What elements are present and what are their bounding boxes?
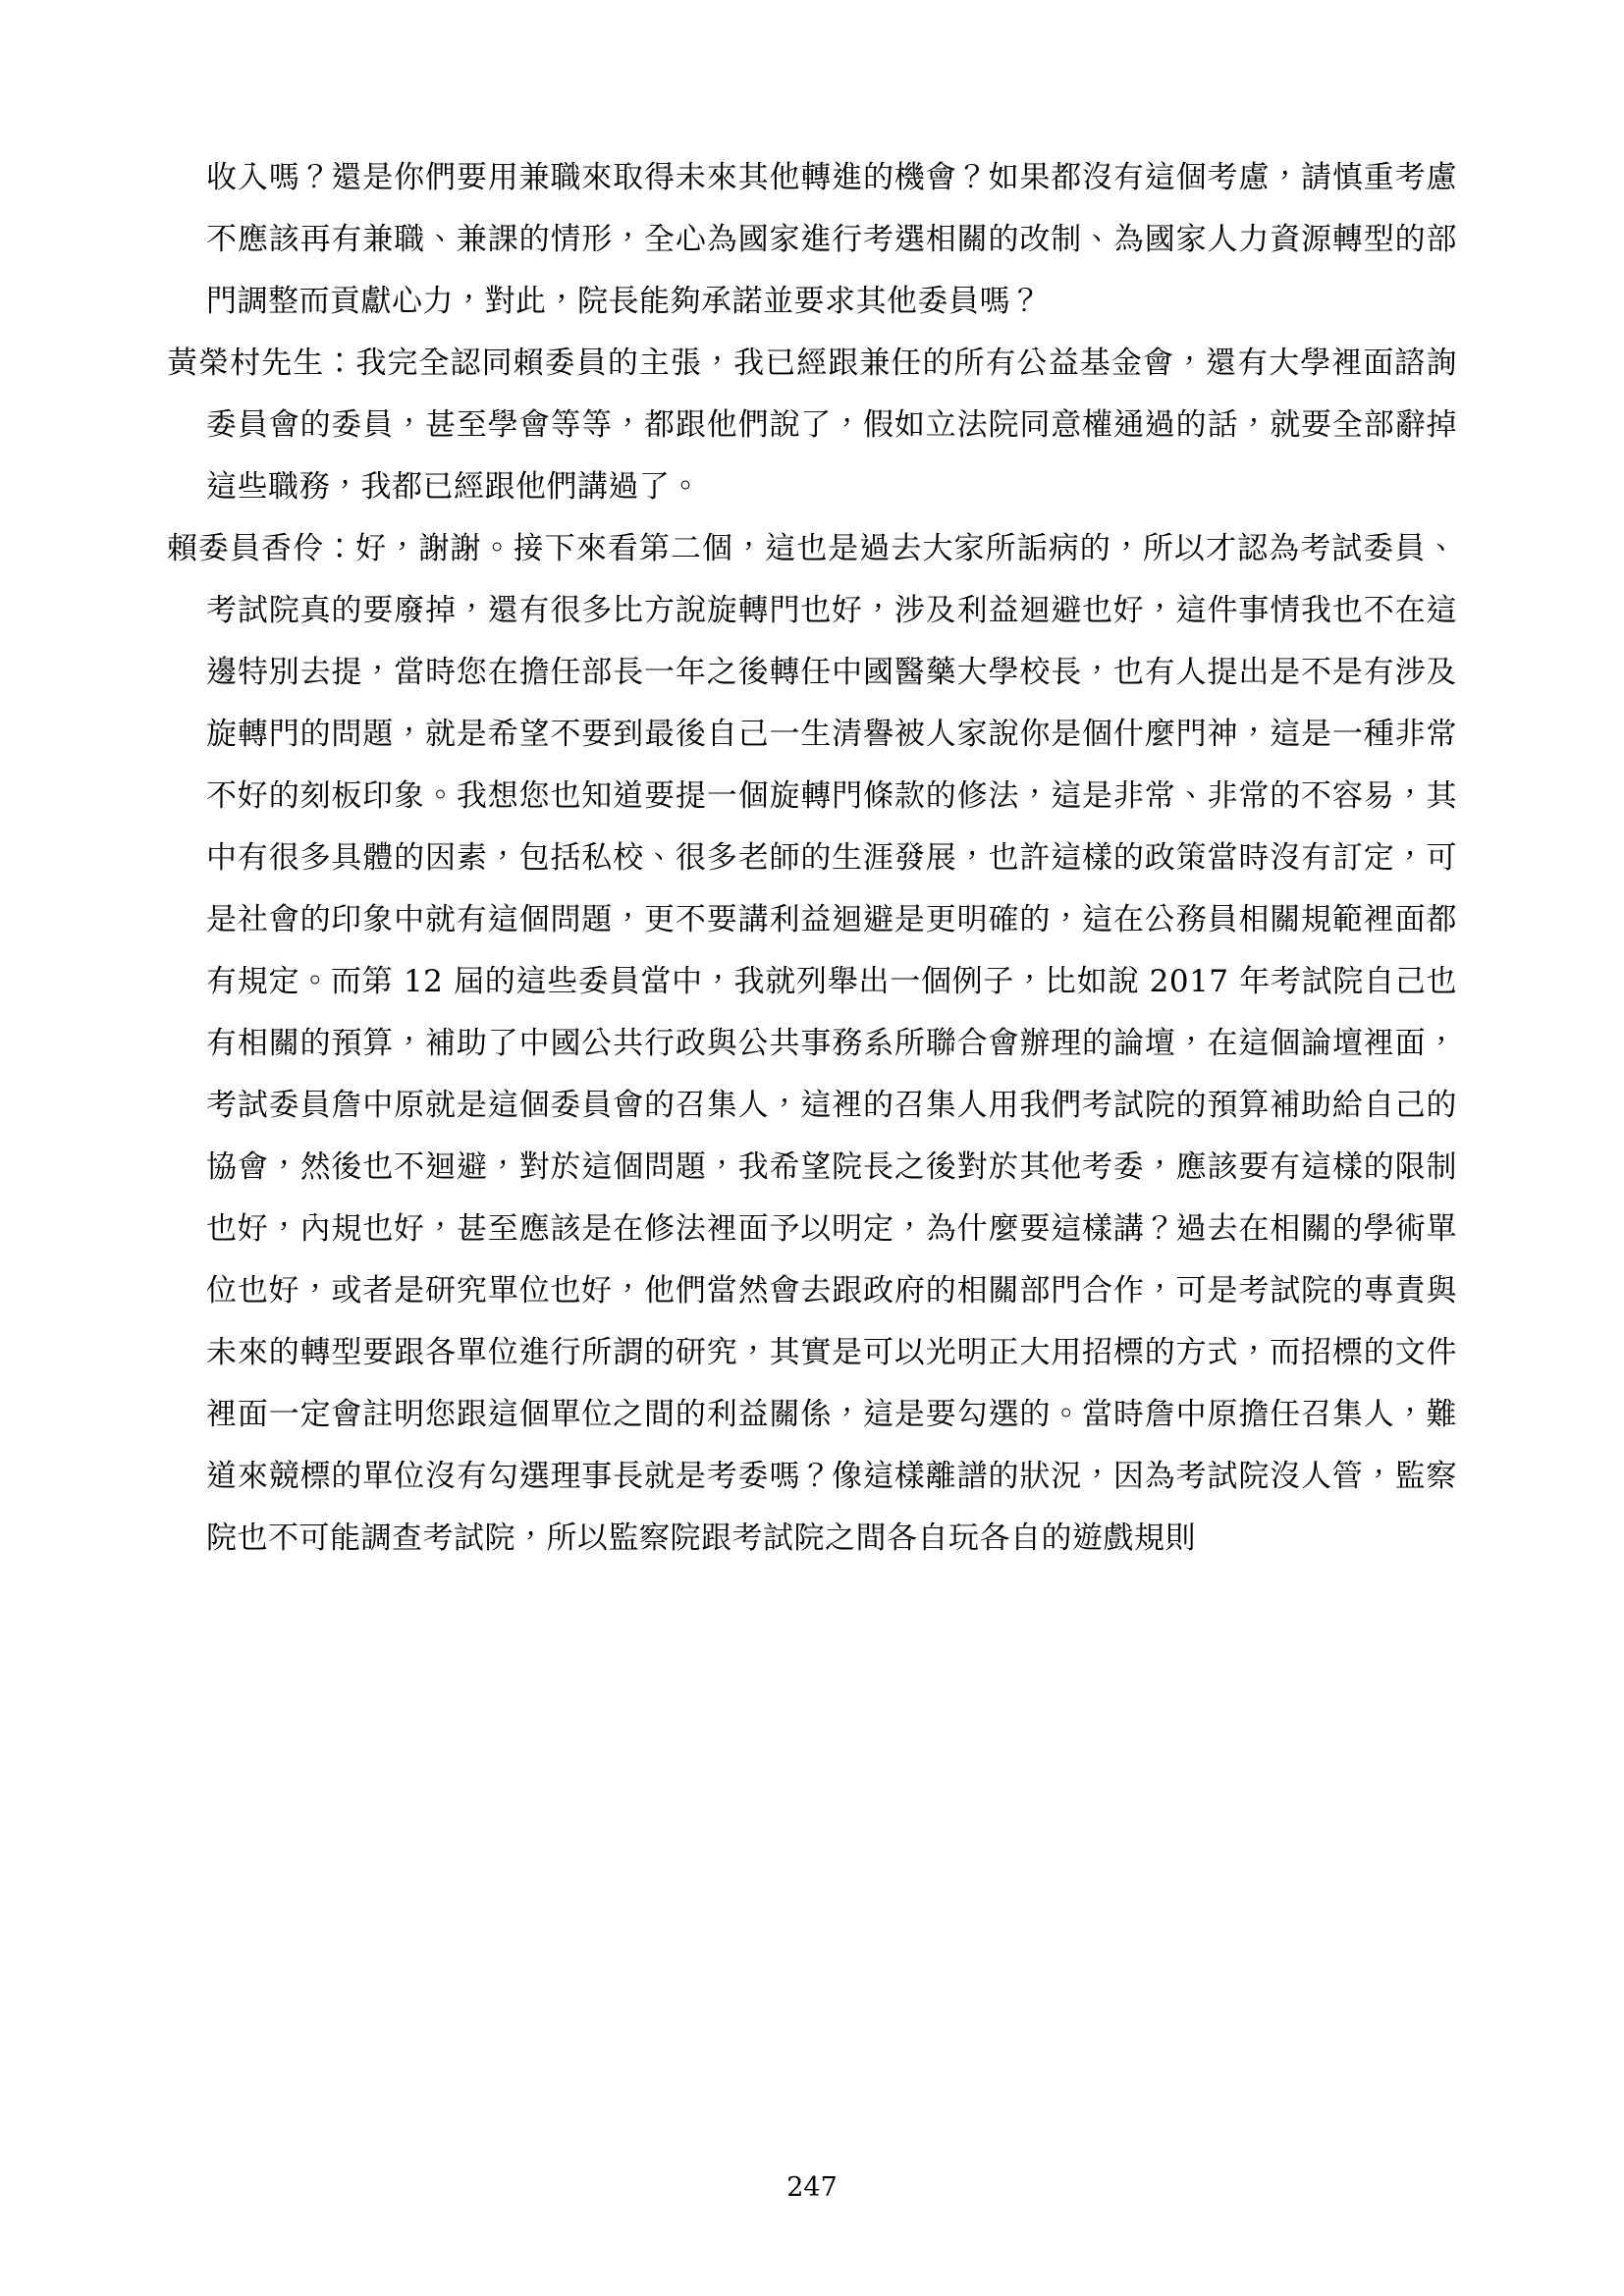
paragraph-speaker-lai-hsiang-ling: 賴委員香伶：好，謝謝。接下來看第二個，這也是過去大家所詬病的，所以才認為考試委員、考試院真的要廢掉，還有很多比方說旋轉門也好，涉及利益迴避也好，這件事情我也不在這邊特別去提，當時您在擔任部長一年之後轉任中國醫藥大學校長，也有人提出是不是有涉及旋轉門的問題，就是希望不要到最後自己一生清譽被人家說你是個什麼門神，這是一種非常不好的刻板印象。我想您也知道要提一個旋轉門條款的修法，這是非常、非常的不容易，其中有很多具體的因素，包括私校、很多老師的生涯發展，也許這樣的政策當時沒有訂定，可是社會的印象中就有這個問題，更不要講利益迴避是更明確的，這在公務員相關規範裡面都有規定。而第 12 屆的這些委員當中，我就列舉出一個例子，比如說 2017 年考試院自己也有相關的預算，補助了中國公共行政與公共事務系所聯合會辦理的論壇，在這個論壇裡面，考試委員詹中原就是這個委員會的召集人，這裡的召集人用我們考試院的預算補助給自己的協會，然後也不迴避，對於這個問題，我希望院長之後對於其他考委，應該要有這樣的限制也好，內規也好，甚至應該是在修法裡面予以明定，為什麼要這樣講？過去在相關的學術單位也好，或者是研究單位也好，他們當然會去跟政府的相關部門合作，可是考試院的專責與未來的轉型要跟各單位進行所謂的研究，其實是可以光明正大用招標的方式，而招標的文件裡面一定會註明您跟這個單位之間的利益關係，這是要勾選的。當時詹中原擔任召集人，難道來競標的單位沒有勾選理事長就是考委嗎？像這樣離譜的狀況，因為考試院沒人管，監察院也不可能調查考試院，所以監察院跟考試院之間各自玩各自的遊戲規則 <box>167 531 1457 1556</box>
paragraph-continuation: 收入嗎？還是你們要用兼職來取得未來其他轉進的機會？如果都沒有這個考慮，請慎重考慮不應該再有兼職、兼課的情形，全心為國家進行考選相關的改制、為國家人力資源轉型的部門調整而貢獻心力，對此，院長能夠承諾並要求其他委員嗎？ <box>206 160 1457 319</box>
document-body <box>167 147 1457 1570</box>
paragraph-speaker-huang-jung-tsun: 黃榮村先生：我完全認同賴委員的主張，我已經跟兼任的所有公益基金會，還有大學裡面諮詢委員會的委員，甚至學會等等，都跟他們說了，假如立法院同意權通過的話，就要全部辭掉這些職務，我都已經跟他們講過了。 <box>167 346 1457 505</box>
page-number: 247 <box>786 2172 838 2203</box>
